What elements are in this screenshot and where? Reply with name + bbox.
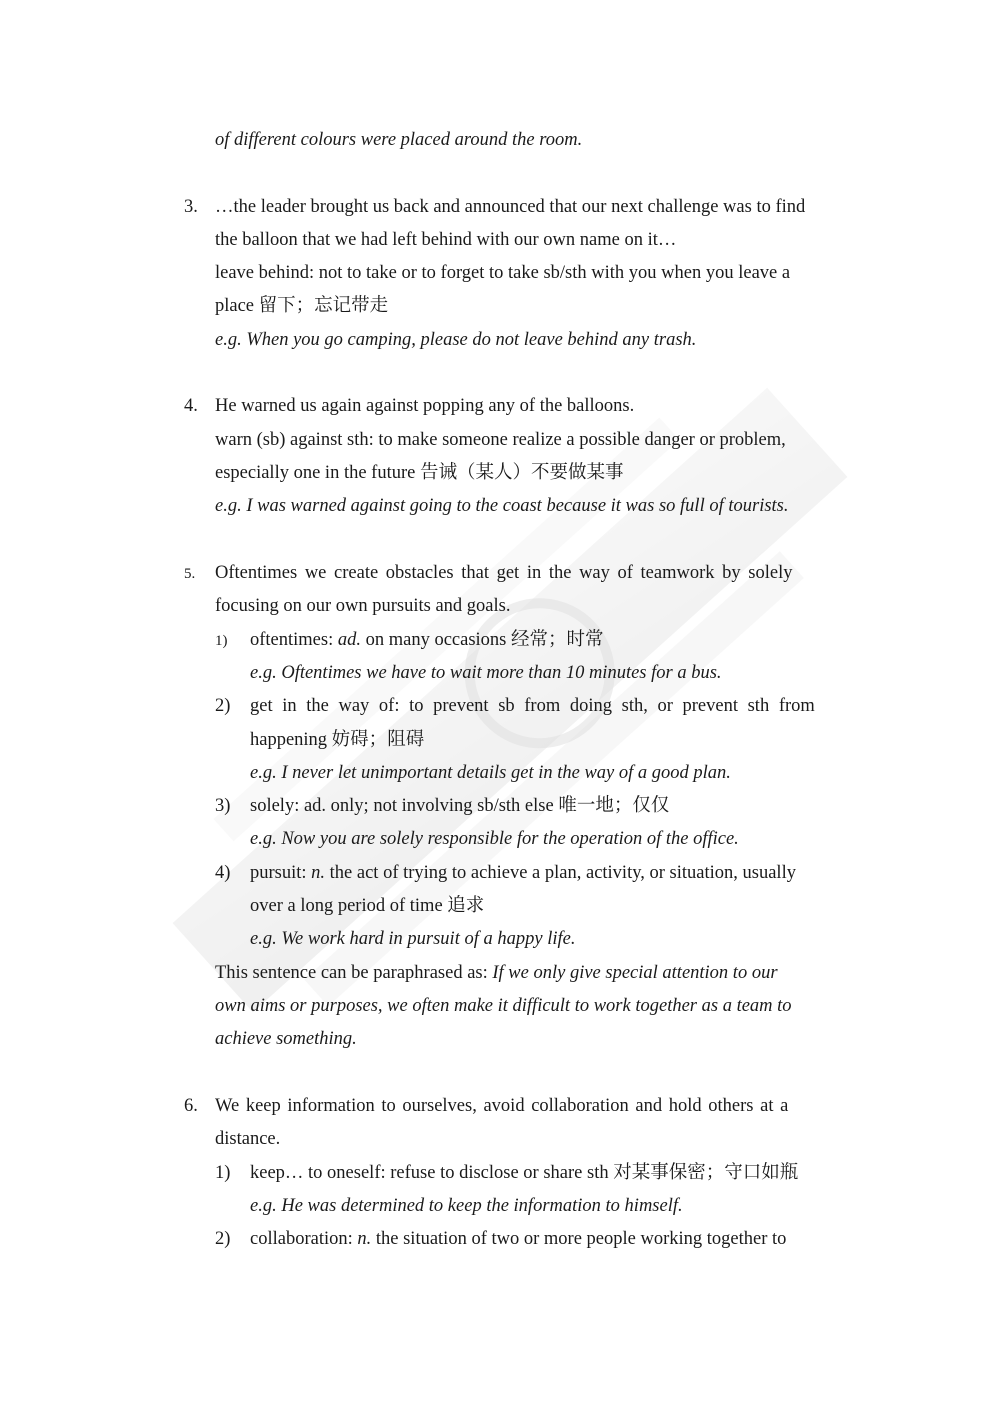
text-line: He warned us again against popping any of the balloons. <box>215 396 635 416</box>
definition-line: oftentimes: ad. on many occasions 经常；时常 <box>250 630 604 650</box>
paraphrase-line: This sentence can be paraphrased as: If we only give special attention to our <box>215 963 778 983</box>
definition-line: solely: ad. only; not involving sb/sth else 唯一地；仅仅 <box>250 796 670 816</box>
text-line: We keep information to ourselves, avoid collaboration and hold others at a <box>215 1096 789 1116</box>
definition-line: especially one in the future 告诫（某人）不要做某事 <box>215 463 624 483</box>
example-line: e.g. Oftentimes we have to wait more than 10 minutes for a bus. <box>250 663 722 683</box>
definition-line: keep… to oneself: refuse to disclose or share sth 对某事保密；守口如瓶 <box>250 1163 799 1183</box>
text-line: of different colours were placed around the room. <box>215 130 583 150</box>
definition-line: happening 妨碍；阻碍 <box>250 730 425 750</box>
subitem-number: 1) <box>215 1163 231 1183</box>
definition-line: get in the way of: to prevent sb from doing sth, or prevent sth from <box>250 696 815 716</box>
definition-line: pursuit: n. the act of trying to achieve a plan, activity, or situation, usually <box>250 863 796 883</box>
item-number: 4. <box>184 396 198 416</box>
definition-line: over a long period of time 追求 <box>250 896 485 916</box>
definition-line: warn (sb) against sth: to make someone realize a possible danger or problem, <box>215 430 786 450</box>
text-line: Oftentimes we create obstacles that get in the way of teamwork by solely <box>215 563 793 583</box>
item-number: 5. <box>184 566 196 582</box>
paraphrase-line: own aims or purposes, we often make it difficult to work together as a team to <box>215 996 792 1016</box>
definition-line: place 留下；忘记带走 <box>215 296 389 316</box>
example-line: e.g. He was determined to keep the information to himself. <box>250 1196 683 1216</box>
subitem-number: 2) <box>215 1229 231 1249</box>
text-line: focusing on our own pursuits and goals. <box>215 596 511 616</box>
subitem-number: 4) <box>215 863 231 883</box>
subitem-number: 2) <box>215 696 231 716</box>
paraphrase-line: achieve something. <box>215 1029 357 1049</box>
item-number: 3. <box>184 197 198 217</box>
text-line: distance. <box>215 1129 281 1149</box>
text-line: the balloon that we had left behind with our own name on it… <box>215 230 677 250</box>
definition-line: leave behind: not to take or to forget to take sb/sth with you when you leave a <box>215 263 791 283</box>
example-line: e.g. We work hard in pursuit of a happy life. <box>250 929 576 949</box>
definition-line: collaboration: n. the situation of two or more people working together to <box>250 1229 787 1249</box>
text-line: …the leader brought us back and announced that our next challenge was to find <box>215 197 806 217</box>
item-number: 6. <box>184 1096 198 1116</box>
example-line: e.g. Now you are solely responsible for the operation of the office. <box>250 829 739 849</box>
example-line: e.g. When you go camping, please do not leave behind any trash. <box>215 330 697 350</box>
example-line: e.g. I was warned against going to the coast because it was so full of tourists. <box>215 496 789 516</box>
subitem-number: 3) <box>215 796 231 816</box>
example-line: e.g. I never let unimportant details get in the way of a good plan. <box>250 763 731 783</box>
subitem-number: 1) <box>215 633 228 649</box>
